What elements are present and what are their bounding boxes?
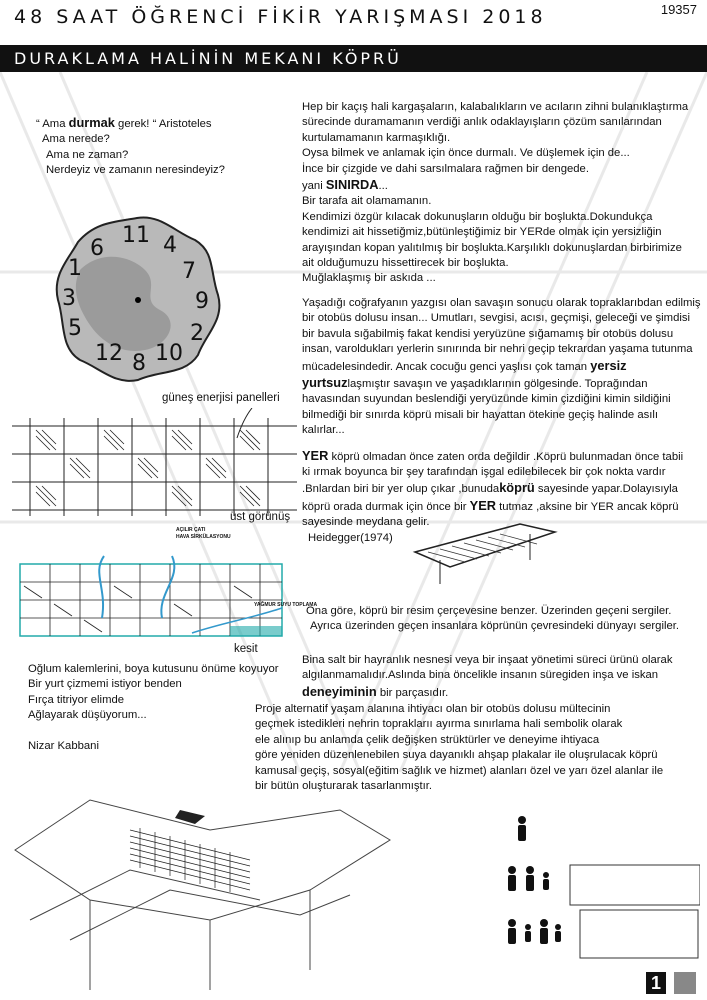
perspective-sketch (10, 770, 400, 995)
project-line: geçmek istedikleri nehrin topraklarıı ayırma sınırlama hali sembolik olarak (255, 718, 623, 731)
project-line: Proje alternatif yaşam alanına ihtiyacı olan bir otobüs dolusu mültecinin (255, 703, 611, 715)
label-section: kesit (234, 643, 258, 655)
label-roof: AÇILIR ÇATI HAVA SİRKÜLASYONU (176, 527, 231, 540)
quote-line: Ama ne zaman? (46, 148, 129, 161)
aristotle-quote (36, 115, 225, 179)
essay-line: algılanmamalıdır.Aslında bina öncelikle insanın süregiden inşa ve iskan (302, 669, 659, 682)
essay-line: bir otobüs dolusu insan... Umutları, sevgisi, acısı, geçmişi, geleceği ve şimdisi (302, 312, 691, 325)
emphasis-kopru: köprü (499, 480, 535, 496)
essay-line: bir bavula sığabilmiş fakat kendisi yeryüzüne sığamamış bir otobüs dolusu (302, 327, 674, 340)
essay-text: yani (302, 180, 323, 193)
label-solar-panels: güneş enerjisi panelleri (162, 392, 280, 404)
essay-line: Hep bir kaçış hali kargaşaların, kalabalıkların ve acıların zihni bulanıklaştırma (302, 101, 689, 113)
project-line: kamusal geçiş, sosyal(eğitim sağlık ve hizmet) alanları özel ve yarı özel alanlar ile (255, 764, 664, 777)
project-line: ele alınıp bu anlamda çelik değişken strüktürler ve deneyime ihtiyaca (255, 733, 600, 746)
poem-author: Nizar Kabbani (28, 739, 99, 752)
page-id: 19357 (660, 2, 697, 17)
essay-line: Ona göre, köprü bir resim çerçevesine benzer. Üzerinden geçeni sergiler. (306, 605, 672, 617)
emphasis-yer: YER (469, 497, 496, 513)
essay-line: havasından suyundan beslendiği yeryüzünde kimin çizdiğini kimin sildiğini (302, 393, 671, 406)
clock-number: 3 (62, 286, 76, 311)
section-drawing (12, 548, 297, 644)
essay-line: Bina salt bir hayranlık nesnesi veya bir inşaat yönetimi süreci ürünü olarak (302, 654, 673, 666)
emphasis-deneyiminin: deneyiminin (302, 683, 377, 699)
label-rain-collection: YAĞMUR SUYU TOPLAMA (254, 602, 318, 608)
clock-number: 6 (90, 236, 104, 261)
frame-paragraph (306, 604, 702, 635)
map-clock-illustration (50, 210, 225, 385)
essay-text: .Bnlardan biri bir yer olup çıkar ,bunuda (302, 483, 500, 496)
essay-line: sayesinde meydana gelir. (302, 516, 430, 529)
essay-line: Oysa bilmek ve anlamak için önce durmalı. Ve düşlemek için de... (302, 147, 630, 160)
essay-line: ait olduğumuzu hissettirecek bir boşlukta. (302, 257, 509, 270)
clock-number: 11 (122, 223, 150, 248)
essay-line: kurtulamamanın karmaşıklığı. (302, 131, 451, 144)
essay-text: bir parçasıdır. (379, 686, 449, 699)
project-line: bir bütün oluşturarak tasarlanmıştır. (255, 780, 433, 793)
essay-text: köprü olmadan önce zaten orda değildir .Köprü bulunmadan önce tabii (331, 450, 684, 463)
quote-line: Nerdeyiz ve zamanın neresindeyiz? (46, 164, 225, 177)
essay-line: arayışından kopan yalıtılmış bir boşlukta.Karşılıklı dokunuşlardan birbirimize (302, 241, 682, 254)
poem (28, 662, 279, 754)
top-view-drawing (12, 408, 297, 516)
essay-line: İnce bir çizgide ve dahi sarsılmalara rağmen bir dengede. (302, 162, 589, 175)
clock-number: 4 (163, 233, 177, 258)
emphasis-yersiz: yersiz (590, 357, 627, 373)
essay-line: Kendimizi özgür kılacak dokunuşların olduğu bir boşlukta.Dokundukça (302, 210, 653, 223)
essay-text: ... (378, 180, 388, 193)
clock-number: 10 (155, 341, 183, 366)
quote-rest: gerek! “ Aristoteles (118, 118, 212, 130)
banner-subtitle: DURAKLAMA HALİNİN MEKANI KÖPRÜ (14, 49, 402, 68)
header-title: 48 SAAT ÖĞRENCİ FİKİR YARIŞMASI 2018 (14, 6, 547, 28)
essay-line: sürecinde duramamanın verdiği anlık odaklayışların çözüm sanılarından (302, 116, 662, 129)
page-marker (674, 972, 696, 994)
page-number: 1 (646, 972, 666, 994)
citation: Heidegger(1974) (308, 531, 393, 544)
poem-line: Ağlayarak düşüyorum... (28, 709, 147, 722)
essay-line: insan, varoldukları yerlerin sınırında bir nehri geçip tekrardan yaşama tutunma (302, 343, 693, 356)
essay-right-column (302, 100, 702, 546)
clock-number: 2 (190, 321, 204, 346)
poem-line: Fırça titriyor elimde (28, 693, 125, 706)
poem-line: Bir yurt çizmemi istiyor benden (28, 678, 182, 691)
label-top-view: üst görünüş (230, 511, 291, 523)
emphasis-sinirda: SINIRDA (325, 177, 379, 193)
clock-number: 8 (132, 351, 146, 376)
emphasis-yurtsuz: yurtsuz (302, 374, 348, 390)
quote-open: “ Ama (36, 118, 66, 130)
clock-number: 5 (68, 316, 82, 341)
scale-figures (500, 815, 700, 975)
emphasis-yer: YER (302, 447, 329, 463)
essay-line: kalırlar... (302, 424, 345, 437)
clock-number: 7 (182, 259, 196, 284)
essay-line: Bir tarafa ait olamamanın. (302, 195, 432, 208)
essay-line: Yaşadığı coğrafyanın yazgısı olan savaşın sonucu olarak topraklarıbdan edilmiş (302, 296, 701, 309)
essay-line: Muğlaklaşmış bir askıda ... (302, 272, 436, 285)
clock-number: 12 (95, 341, 123, 366)
clock-number: 9 (195, 289, 209, 314)
essay-line: ki ırmak boyunca bir şey tarafından işgal edilebilecek bir çok nokta vardır (302, 465, 666, 478)
essay-line: Ayrıca üzerinden geçen insanlara köprünün çevresindeki dünyayı sergiler. (310, 620, 680, 633)
essay-text: köprü orada durmak için önce bir (302, 500, 467, 513)
essay-text: mücadelesindedir. Ancak cocuğu genci yaşlısı çok taman (302, 360, 588, 373)
poem-line: Oğlum kalemlerini, boya kutusunu önüme koyuyor (28, 663, 279, 675)
essay-line: bilmediği bir sınırda köprü misali bir hayattan ötekine geçiş halinde asılı (302, 408, 659, 421)
bridge-sketch (410, 512, 560, 592)
quote-bold-word: durmak (68, 115, 115, 130)
essay-text: laşmıştır savaşın ve yaşadıklarının gölgesinde. Toprağından (347, 377, 648, 390)
essay-line: kendimizi ait hissetiğmiz,bütünleştiğimiz bir YERde olmak için yersizliğin (302, 226, 662, 239)
project-line: göre yeniden düzenlenebilen suya dayanıklı ahşap plakalar ile oluşrulacak köprü (255, 749, 658, 762)
essay-text: sayesinde yapar.Dolayısıyla (537, 483, 678, 496)
building-paragraph (302, 653, 702, 701)
quote-line: Ama nerede? (42, 133, 110, 146)
essay-text: tutmaz ,aksine bir YER ancak köprü (499, 500, 679, 513)
clock-number: 1 (68, 256, 82, 281)
